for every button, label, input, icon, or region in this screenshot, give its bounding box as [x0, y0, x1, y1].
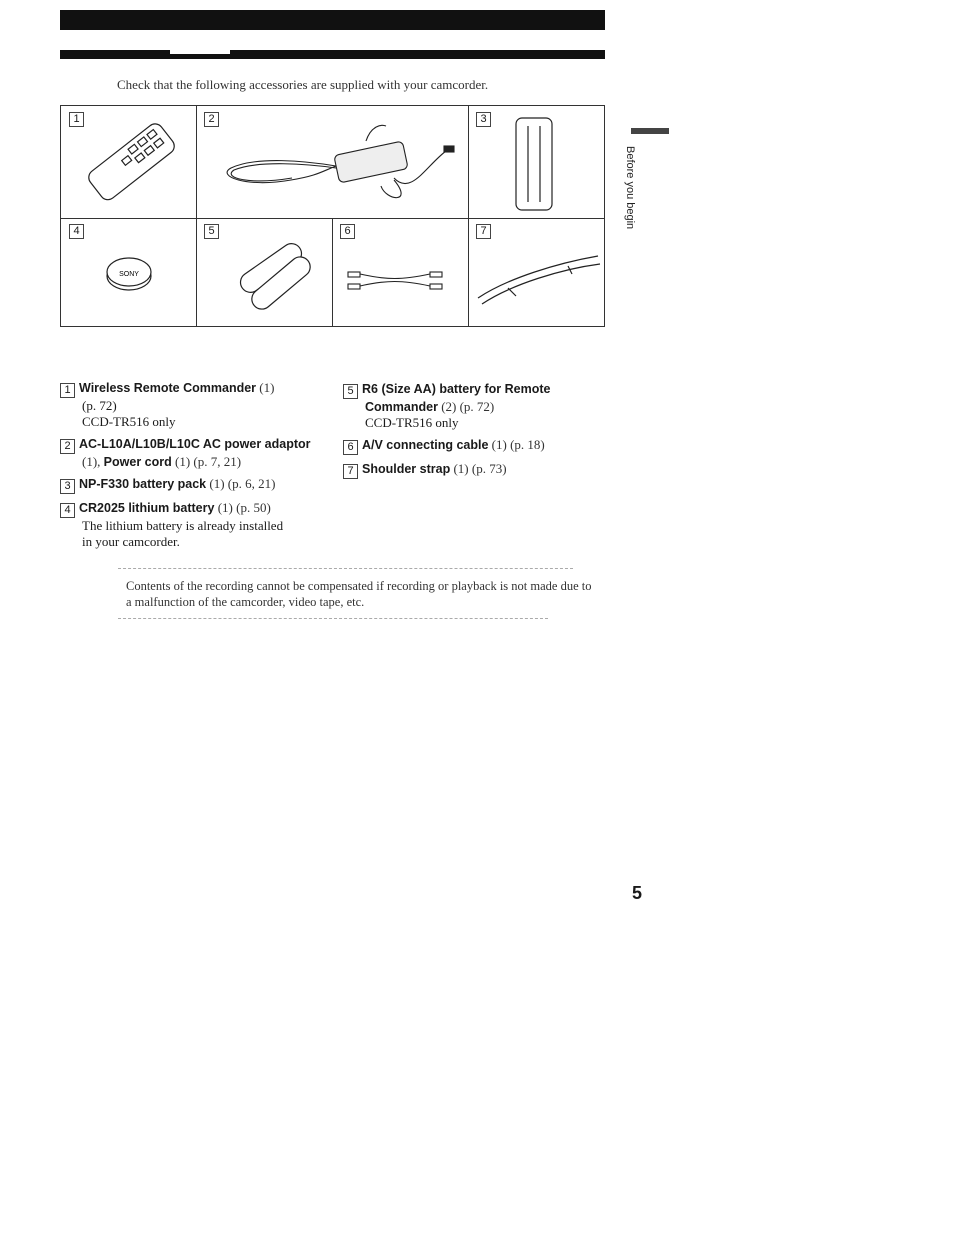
ac-adaptor-illustration	[196, 106, 468, 218]
svg-text:SONY: SONY	[119, 271, 139, 278]
av-cable-illustration	[332, 218, 468, 326]
cell-number: 6	[340, 224, 355, 239]
list-item: 2 AC-L10A/L10B/L10C AC power adaptor (1), Power cord (1) (p. 7, 21)	[60, 436, 330, 470]
shoulder-strap-illustration	[468, 218, 604, 326]
remote-commander-illustration	[61, 106, 196, 218]
list-item: 3 NP-F330 battery pack (1) (p. 6, 21)	[60, 476, 330, 494]
intro-text: Check that the following accessories are supplied with your camcorder.	[117, 77, 489, 92]
notice-text: Contents of the recording cannot be compensated if recording or playback is not made due to a malfunction of the camcorder, video tape, etc.	[126, 579, 592, 609]
notice-rule-top	[118, 568, 573, 570]
cell-number: 3	[476, 112, 491, 127]
cell-number: 2	[204, 112, 219, 127]
cell-number: 1	[69, 112, 84, 127]
cell-number: 7	[476, 224, 491, 239]
cell-ac-adaptor	[196, 106, 468, 218]
cell-lithium-battery	[61, 218, 196, 326]
accessory-list-right	[343, 381, 593, 485]
header-rule	[60, 50, 605, 59]
lithium-battery-illustration	[61, 218, 196, 326]
list-item: 5 R6 (Size AA) battery for Remote Commander (2) (p. 72) CCD-TR516 only	[343, 381, 593, 431]
list-item: 4 CR2025 lithium battery (1) (p. 50) The lithium battery is already installed in your camcorder.	[60, 500, 330, 550]
side-tab-marker	[631, 128, 669, 134]
aa-batteries-illustration	[196, 218, 332, 326]
cell-battery-pack	[468, 106, 604, 218]
list-item: 7 Shoulder strap (1) (p. 73)	[343, 461, 593, 479]
cell-number: 5	[204, 224, 219, 239]
cell-aa-batteries	[196, 218, 332, 326]
accessories-figure	[60, 105, 605, 327]
list-item: 6 A/V connecting cable (1) (p. 18)	[343, 437, 593, 455]
header-bar	[60, 10, 605, 30]
cell-shoulder-strap	[468, 218, 604, 326]
cell-number: 4	[69, 224, 84, 239]
accessory-list-left	[60, 380, 330, 556]
cell-av-cable	[332, 218, 468, 326]
page-number: 5	[632, 883, 643, 903]
list-item: 1 Wireless Remote Commander (1) (p. 72) CCD-TR516 only	[60, 380, 330, 430]
notice-rule-bottom	[118, 618, 548, 620]
side-tab-label: Before you begin	[624, 146, 636, 230]
battery-pack-illustration	[468, 106, 604, 218]
cell-remote	[61, 106, 196, 218]
